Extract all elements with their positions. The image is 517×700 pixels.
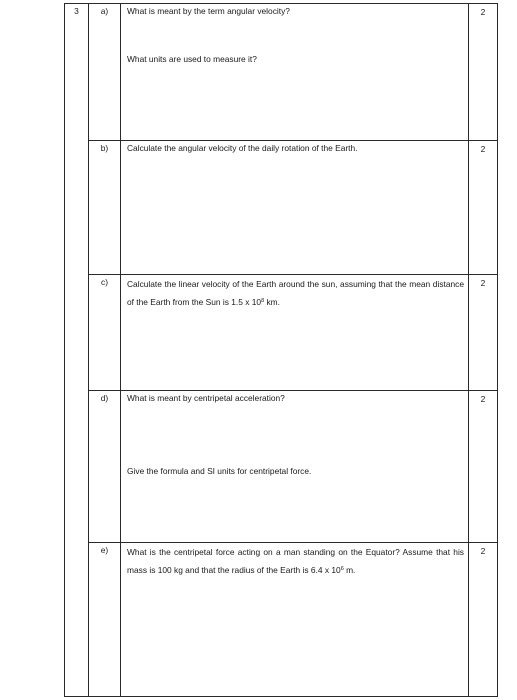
part-label-e: e) <box>89 543 121 697</box>
part-label-a: a) <box>89 4 121 141</box>
question-line: Calculate the angular velocity of the daily rotation of the Earth. <box>127 143 358 153</box>
question-text-end: km. <box>264 297 280 307</box>
question-text-a <box>121 4 469 141</box>
question-line: Give the formula and SI units for centripetal force. <box>127 465 312 476</box>
question-row-b <box>65 141 498 275</box>
marks-b: 2 <box>469 141 498 275</box>
question-number: 3 <box>65 4 89 697</box>
question-text-end: m. <box>343 565 356 575</box>
question-text-e <box>121 543 469 697</box>
part-label-c: c) <box>89 275 121 391</box>
marks-c: 2 <box>469 275 498 391</box>
question-row-c <box>65 275 498 391</box>
question-text-c <box>121 275 469 391</box>
question-line: What is meant by centripetal acceleration? <box>127 393 285 403</box>
question-row-a <box>65 4 498 141</box>
marks-e: 2 <box>469 543 498 697</box>
question-row-d <box>65 391 498 543</box>
marks-d: 2 <box>469 391 498 543</box>
marks-a: 2 <box>469 4 498 141</box>
exponent: 6 <box>340 566 344 572</box>
question-line: What is meant by the term angular velocity? <box>127 6 290 16</box>
exponent: 8 <box>261 298 265 304</box>
question-text-d <box>121 391 469 543</box>
part-label-b: b) <box>89 141 121 275</box>
question-table <box>64 3 498 697</box>
question-text-b <box>121 141 469 275</box>
question-text: What is the centripetal force acting on a man standing on the Equator? Assume that his mass is 100 kg and that the radius of the Earth is 6.4 x 10 <box>127 547 464 575</box>
question-line: What units are used to measure it? <box>127 53 257 64</box>
question-row-e <box>65 543 498 697</box>
part-label-d: d) <box>89 391 121 543</box>
question-text: Calculate the linear velocity of the Earth around the sun, assuming that the mean distance of the Earth from the Sun is 1.5 x 10 <box>127 279 464 307</box>
